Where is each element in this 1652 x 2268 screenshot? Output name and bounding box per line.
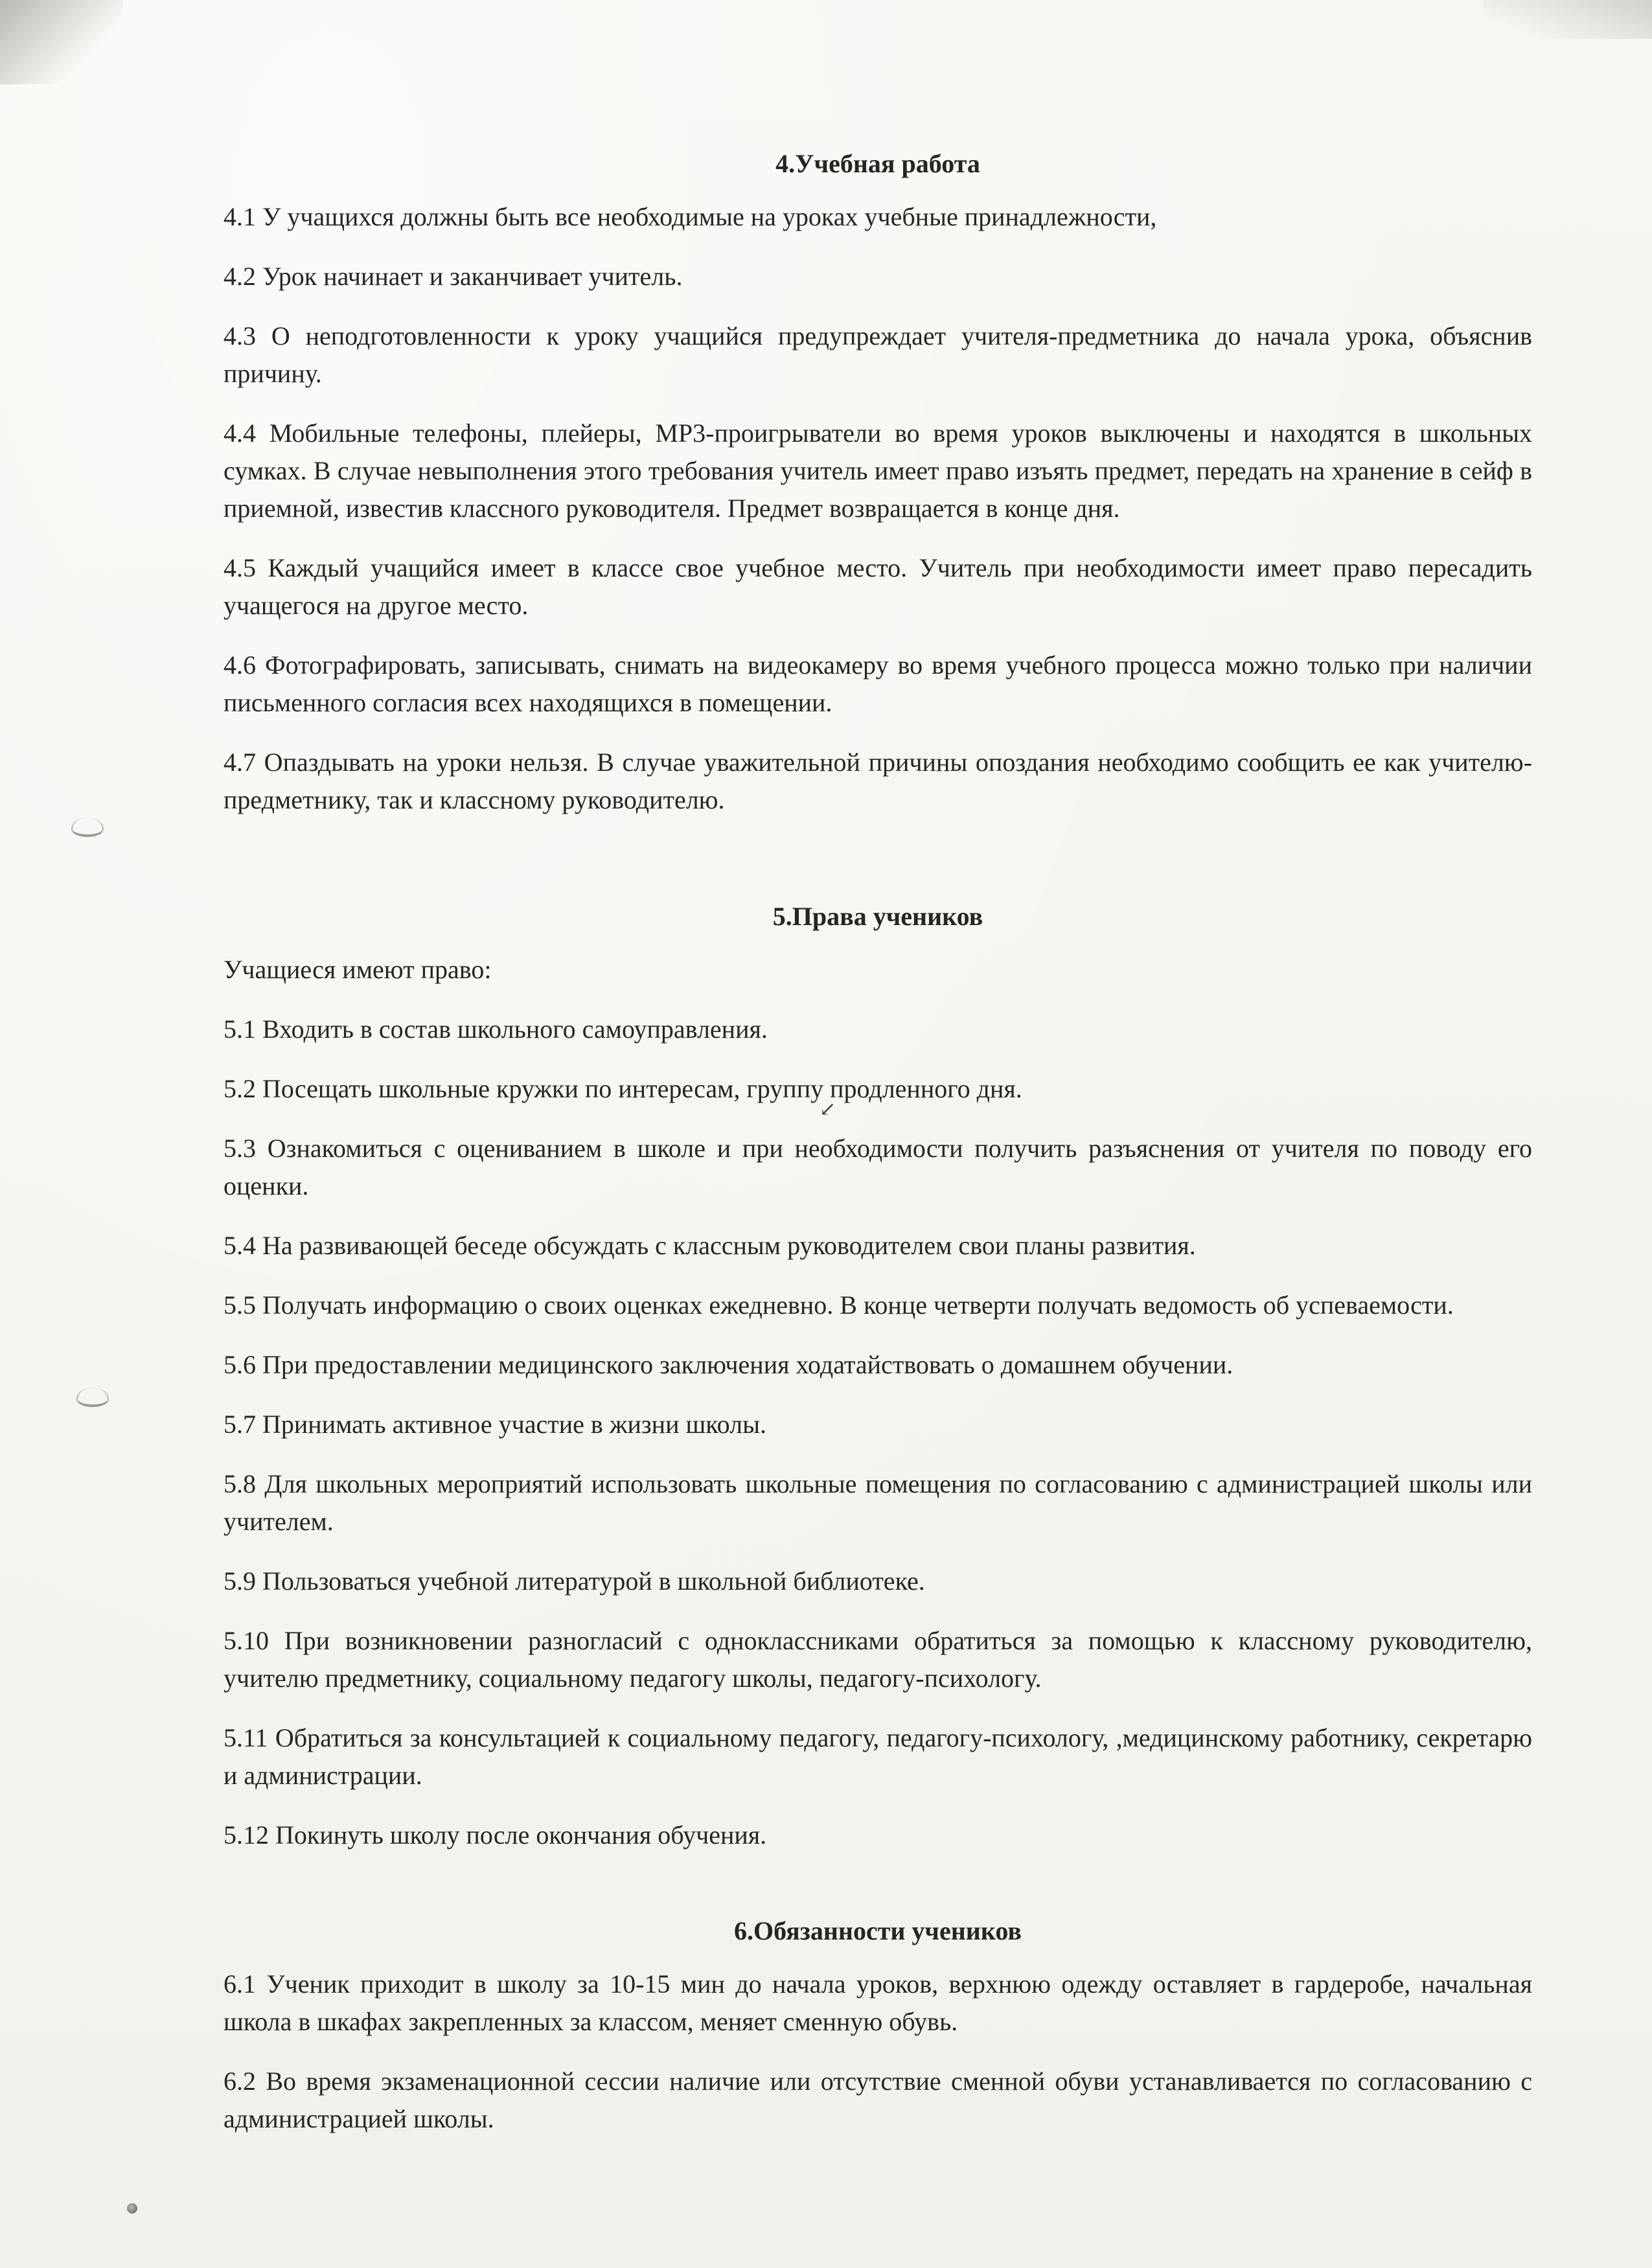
paragraph-5-7: 5.7 Принимать активное участие в жизни школы. [224,1410,766,1439]
section-title-student-duties: 6.Обязанности учеников [734,1916,1022,1945]
paragraph-5-1: 5.1 Входить в состав школьного самоуправления. [224,1014,768,1044]
paragraph-4-1: 4.1 У учащихся должны быть все необходимые на уроках учебные принадлежности, [224,202,1157,231]
paragraph-5-5: 5.5 Получать информацию о своих оценках ежедневно. В конце четверти получать ведомость об успеваемости. [224,1290,1454,1320]
paragraph-4-5: 4.5 Каждый учащийся имеет в классе свое учебное место. Учитель при необходимости имеет право пересадить учащегося на другое место. [224,553,1532,620]
paragraph-4-3: 4.3 О неподготовленности к уроку учащийся предупреждает учителя-предметника до начала урока, объяснив причину. [224,321,1532,388]
paragraph-rights-intro: Учащиеся имеют право: [224,955,492,984]
paragraph-5-8: 5.8 Для школьных мероприятий использовать школьные помещения по согласованию с администрацией школы или учителем. [224,1469,1532,1536]
paragraph-4-2: 4.2 Урок начинает и заканчивает учитель. [224,262,683,291]
paragraph-5-6: 5.6 При предоставлении медицинского заключения ходатайствовать о домашнем обучении. [224,1350,1233,1379]
paragraph-6-1: 6.1 Ученик приходит в школу за 10-15 мин до начала уроков, верхнюю одежду оставляет в гардеробе, начальная школа в шкафах закрепленных за классом, меняет сменную обувь. [224,1969,1532,2036]
section-title-educational-work: 4.Учебная работа [775,149,980,178]
punch-hole-mark [76,1388,109,1407]
document-body [224,148,1532,2160]
scan-shadow-corner-right [1484,0,1652,39]
paragraph-5-11: 5.11 Обратиться за консультацией к социальному педагогу, педагогу-психологу, ,медицинскому работнику, секретарю и администрации. [224,1723,1532,1790]
paragraph-4-6: 4.6 Фотографировать, записывать, снимать на видеокамеру во время учебного процесса можно только при наличии письменного согласия всех находящихся в помещении. [224,650,1532,717]
paragraph-5-12: 5.12 Покинуть школу после окончания обучения. [224,1820,767,1850]
paragraph-5-2: 5.2 Посещать школьные кружки по интересам, группу продленного дня. [224,1074,1022,1103]
paragraph-5-3: 5.3 Ознакомиться с оцениванием в школе и при необходимости получить разъяснения от учителя по поводу его оценки. [224,1134,1532,1200]
section-spacer [224,1876,1532,1915]
section-title-student-rights: 5.Права учеников [772,902,983,931]
paragraph-4-7: 4.7 Опаздывать на уроки нельзя. В случае уважительной причины опоздания необходимо сообщить ее как учителю-предметнику, так и классному руководителю. [224,748,1532,814]
paragraph-6-2: 6.2 Во время экзаменационной сессии наличие или отсутствие сменной обуви устанавливается по согласованию с администрацией школы. [224,2067,1532,2133]
paragraph-4-4: 4.4 Мобильные телефоны, плейеры, МР3-проигрыватели во время уроков выключены и находятся в школьных сумках. В случае невыполнения этого требования учитель имеет право изъять предмет, передать на хранение в сейф в приемной, известив классного руководителя. Предмет возвращается в конце дня. [224,418,1532,523]
scan-shadow-corner [0,0,123,84]
section-spacer [224,841,1532,900]
paragraph-5-9: 5.9 Пользоваться учебной литературой в школьной библиотеке. [224,1566,925,1596]
punch-hole-mark [71,818,104,837]
paragraph-5-10: 5.10 При возникновении разногласий с одноклассниками обратиться за помощью к классному руководителю, учителю предметнику, социальному педагогу школы, педагогу-психологу. [224,1626,1532,1693]
pen-tick-mark: ↙ [820,1099,836,1120]
paragraph-5-4: 5.4 На развивающей беседе обсуждать с классным руководителем свои планы развития. [224,1231,1196,1260]
scan-speck [127,2203,137,2214]
